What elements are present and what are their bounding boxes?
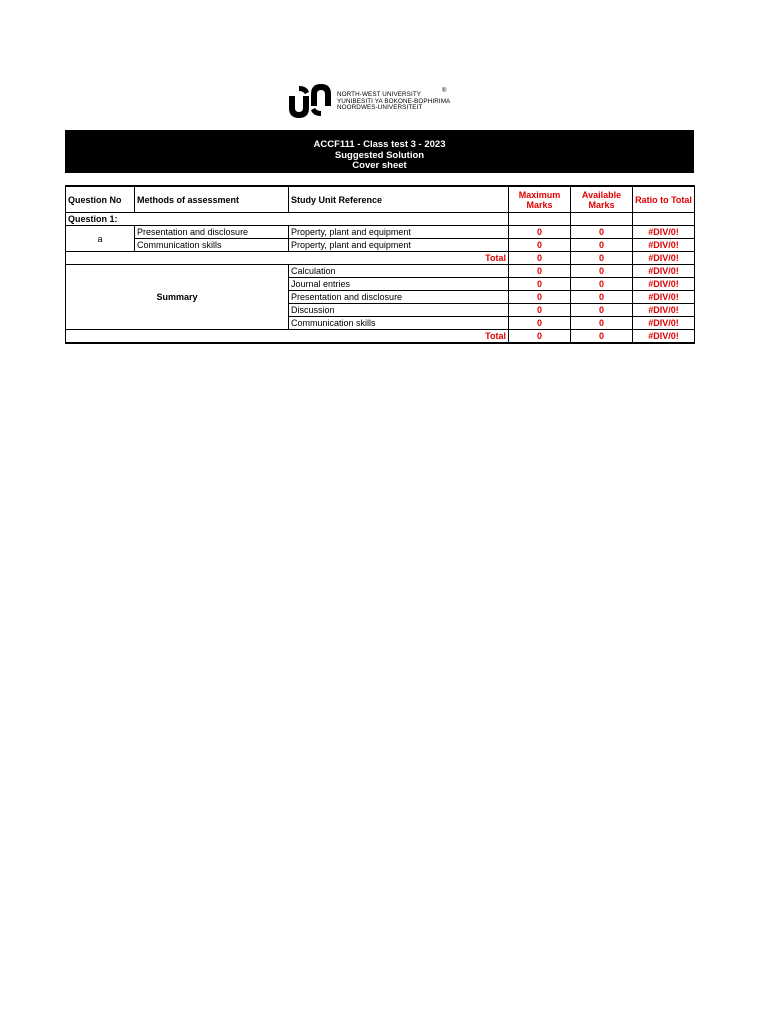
table-row	[66, 265, 695, 278]
question-1a-label: a	[66, 226, 135, 252]
summary-total-row	[66, 330, 695, 344]
summary-label: Summary	[66, 265, 289, 330]
method-cell: Presentation and disclosure	[135, 226, 289, 239]
avail-cell: 0	[571, 278, 633, 291]
q1-total-max: 0	[509, 252, 571, 265]
summary-total-max: 0	[509, 330, 571, 344]
avail-cell: 0	[571, 304, 633, 317]
header-study-unit: Study Unit Reference	[289, 186, 509, 213]
max-cell: 0	[509, 265, 571, 278]
summary-total-ratio: #DIV/0!	[633, 330, 695, 344]
registered-mark: ®	[442, 88, 447, 94]
ratio-cell: #DIV/0!	[633, 226, 695, 239]
summary-total-avail: 0	[571, 330, 633, 344]
header-available-marks: Available Marks	[571, 186, 633, 213]
avail-cell: 0	[571, 317, 633, 330]
logo-line-1: NORTH-WEST UNIVERSITY	[337, 91, 422, 98]
max-cell: 0	[509, 226, 571, 239]
ratio-cell: #DIV/0!	[633, 239, 695, 252]
max-cell: 0	[509, 239, 571, 252]
unit-cell: Property, plant and equipment	[289, 239, 509, 252]
q1-total-avail: 0	[571, 252, 633, 265]
unit-cell: Discussion	[289, 304, 509, 317]
question-1-label: Question 1:	[66, 213, 135, 226]
q1-total-row	[66, 252, 695, 265]
max-cell: 0	[509, 278, 571, 291]
unit-cell: Calculation	[289, 265, 509, 278]
ratio-cell: #DIV/0!	[633, 317, 695, 330]
unit-cell: Communication skills	[289, 317, 509, 330]
title-banner	[65, 130, 694, 173]
logo-line-3: NOORDWES-UNIVERSITEIT	[337, 104, 423, 112]
summary-total-label: Total	[66, 330, 509, 344]
nwu-logo	[287, 82, 452, 122]
ratio-cell: #DIV/0!	[633, 304, 695, 317]
q1-total-ratio: #DIV/0!	[633, 252, 695, 265]
banner-subtitle: Suggested Solution	[334, 149, 425, 161]
table-row	[66, 239, 695, 252]
avail-cell: 0	[571, 291, 633, 304]
marks-table	[65, 185, 695, 344]
avail-cell: 0	[571, 265, 633, 278]
unit-cell: Journal entries	[289, 278, 509, 291]
avail-cell: 0	[571, 226, 633, 239]
table-row	[66, 226, 695, 239]
ratio-cell: #DIV/0!	[633, 278, 695, 291]
max-cell: 0	[509, 317, 571, 330]
header-max-marks: Maximum Marks	[509, 186, 571, 213]
method-cell: Communication skills	[135, 239, 289, 252]
max-cell: 0	[509, 291, 571, 304]
unit-cell: Presentation and disclosure	[289, 291, 509, 304]
ratio-cell: #DIV/0!	[633, 291, 695, 304]
max-cell: 0	[509, 304, 571, 317]
avail-cell: 0	[571, 239, 633, 252]
q1-total-label: Total	[66, 252, 509, 265]
banner-title: ACCF111 - Class test 3 - 2023	[313, 139, 446, 150]
header-ratio: Ratio to Total	[633, 186, 695, 213]
ratio-cell: #DIV/0!	[633, 265, 695, 278]
unit-cell: Property, plant and equipment	[289, 226, 509, 239]
header-methods: Methods of assessment	[135, 186, 289, 213]
logo-line-2: YUNIBESITI YA BOKONE-BOPHIRIMA	[337, 97, 451, 105]
header-question-no: Question No	[66, 186, 135, 213]
nwu-emblem-icon	[287, 82, 333, 120]
banner-sheet: Cover sheet	[352, 160, 407, 171]
